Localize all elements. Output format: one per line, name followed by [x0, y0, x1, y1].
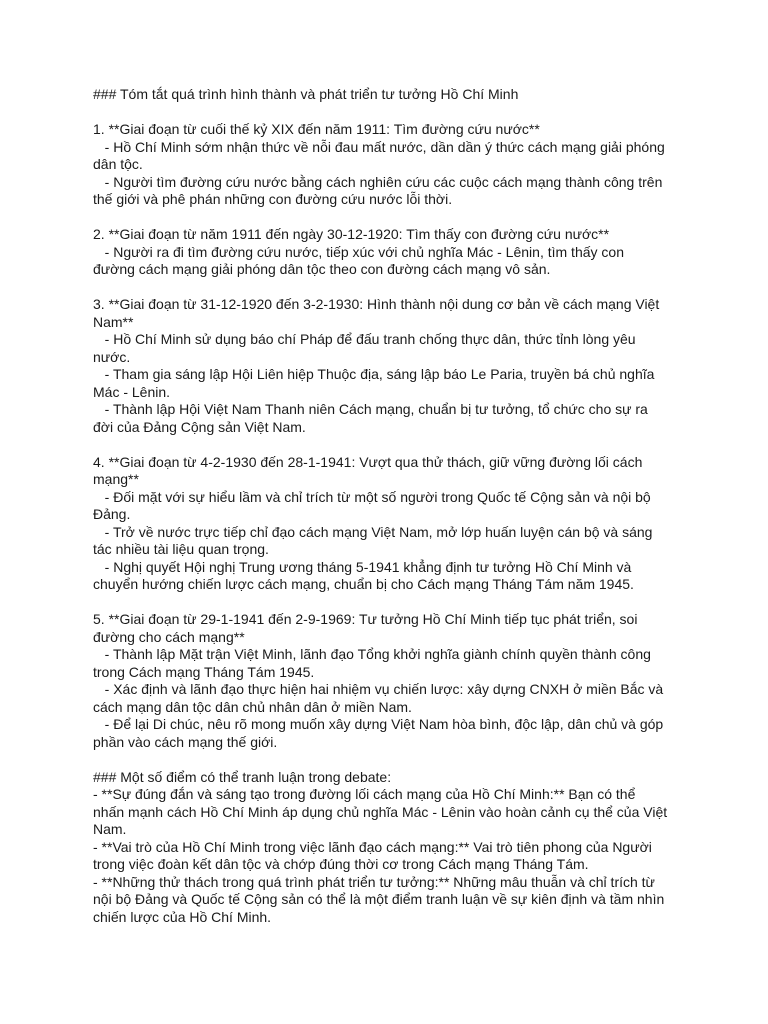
blank-line: [93, 594, 708, 612]
text-line: - Thành lập Mặt trận Việt Minh, lãnh đạo Tổng khởi nghĩa giành chính quyền thành công: [93, 646, 651, 662]
text-line: - Hồ Chí Minh sử dụng báo chí Pháp để đấu tranh chống thực dân, thức tỉnh lòng yêu: [93, 331, 636, 347]
text-line: - Đối mặt với sự hiểu lầm và chỉ trích từ một số người trong Quốc tế Cộng sản và nội bộ: [93, 488, 651, 505]
text-line: - **Sự đúng đắn và sáng tạo trong đường lối cách mạng của Hồ Chí Minh:** Bạn có thể: [93, 786, 636, 802]
text-line: - Tham gia sáng lập Hội Liên hiệp Thuộc địa, sáng lập báo Le Paria, truyền bá chủ nghĩa: [93, 366, 655, 382]
text-line: - **Vai trò của Hồ Chí Minh trong việc lãnh đạo cách mạng:** Vai trò tiên phong của Người: [93, 838, 652, 855]
text-line: mạng**: [93, 471, 139, 487]
text-line: đường cách mạng giải phóng dân tộc theo con đường cách mạng vô sản.: [93, 261, 551, 277]
text-line: trong việc đoàn kết dân tộc và chớp đúng thời cơ trong Cách mạng Tháng Tám.: [93, 856, 589, 872]
text-line: Đảng.: [93, 506, 131, 522]
blank-line: [93, 279, 708, 297]
text-line: thế giới và phê phán những con đường cứu nước lỗi thời.: [93, 191, 453, 207]
text-line: - Thành lập Hội Việt Nam Thanh niên Cách mạng, chuẩn bị tư tưởng, tổ chức cho sự ra: [93, 401, 648, 417]
text-line: - Hồ Chí Minh sớm nhận thức về nỗi đau mất nước, dần dần ý thức cách mạng giải phóng: [93, 138, 665, 155]
text-line: - **Những thử thách trong quá trình phát triển tư tưởng:** Những mâu thuẫn và chỉ trích từ: [93, 873, 655, 890]
text-line: - Xác định và lãnh đạo thực hiện hai nhiệm vụ chiến lược: xây dựng CNXH ở miền Bắc và: [93, 681, 664, 697]
text-line: chuyển hướng chiến lược cách mạng, chuẩn bị cho Cách mạng Tháng Tám năm 1945.: [93, 576, 634, 592]
text-line: đời của Đảng Cộng sản Việt Nam.: [93, 418, 306, 435]
text-line: đường cho cách mạng**: [93, 628, 245, 645]
blank-line: [93, 209, 708, 227]
text-line: dân tộc.: [93, 156, 143, 172]
text-line: 4. **Giai đoạn từ 4-2-1930 đến 28-1-1941: Vượt qua thử thách, giữ vững đường lối cách: [93, 453, 643, 470]
text-line: nước.: [93, 348, 131, 365]
text-line: Nam**: [93, 313, 134, 330]
text-line: - Người ra đi tìm đường cứu nước, tiếp xúc với chủ nghĩa Mác - Lênin, tìm thấy con: [93, 243, 624, 260]
text-line: trong Cách mạng Tháng Tám 1945.: [93, 663, 315, 680]
text-line: nội bộ Đảng và Quốc tế Cộng sản có thể là một điểm tranh luận về sự kiên định và tầm nhìn: [93, 891, 665, 907]
text-line: phần vào cách mạng thế giới.: [93, 733, 278, 750]
text-line: 3. **Giai đoạn từ 31-12-1920 đến 3-2-1930: Hình thành nội dung cơ bản về cách mạng Việt: [93, 296, 660, 312]
text-line: - Để lại Di chúc, nêu rõ mong muốn xây dựng Việt Nam hòa bình, độc lập, dân chủ và góp: [93, 716, 664, 732]
text-line: - Người tìm đường cứu nước bằng cách nghiên cứu các cuộc cách mạng thành công trên: [93, 173, 663, 190]
text-line: 2. **Giai đoạn từ năm 1911 đến ngày 30-12-1920: Tìm thấy con đường cứu nước**: [93, 226, 610, 242]
blank-line: [93, 751, 708, 769]
text-line: chiến lược của Hồ Chí Minh.: [93, 908, 272, 925]
text-line: - Trở về nước trực tiếp chỉ đạo cách mạng Việt Nam, mở lớp huấn luyện cán bộ và sáng: [93, 523, 653, 540]
text-line: ### Tóm tắt quá trình hình thành và phát triển tư tưởng Hồ Chí Minh: [93, 86, 519, 102]
blank-line: [93, 104, 708, 122]
blank-line: [93, 436, 708, 454]
text-line: ### Một số điểm có thể tranh luận trong debate:: [93, 768, 392, 785]
text-line: cách mạng dân tộc dân chủ nhân dân ở miền Nam.: [93, 698, 412, 715]
text-line: 1. **Giai đoạn từ cuối thế kỷ XIX đến năm 1911: Tìm đường cứu nước**: [93, 121, 540, 137]
text-line: nhấn mạnh cách Hồ Chí Minh áp dụng chủ nghĩa Mác - Lênin vào hoàn cảnh cụ thể của Việt: [93, 803, 668, 820]
text-line: - Nghị quyết Hội nghị Trung ương tháng 5-1941 khẳng định tư tưởng Hồ Chí Minh và: [93, 558, 632, 575]
text-line: tác nhiều tài liệu quan trọng.: [93, 541, 269, 557]
text-line: 5. **Giai đoạn từ 29-1-1941 đến 2-9-1969: Tư tưởng Hồ Chí Minh tiếp tục phát triển, soi: [93, 611, 638, 627]
text-line: Nam.: [93, 821, 127, 837]
text-line: Mác - Lênin.: [93, 383, 171, 400]
